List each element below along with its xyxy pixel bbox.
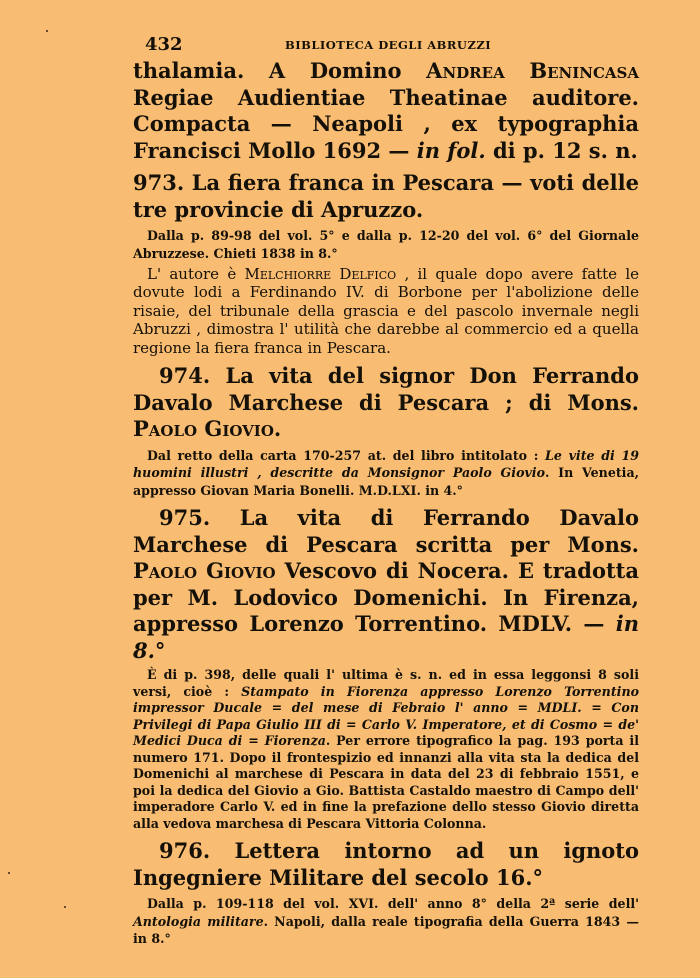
continuation-text: Regiae Audientiae Theatinae auditore. Compacta — Neapoli , ex typographia Francisci Mollo 1692 — bbox=[133, 84, 639, 163]
description-text: . Per errore tipografico la pag. 193 porta il numero 171. Dopo il frontespizio ed innanzi alla vita sta la dedica del Domenichi al marchese di Pescara in data del 23 di febbraio 1551, e poi la dedica del Giovio a Gio. Battista Castaldo maestro di Campo dell' imperadore Carlo V. ed in fine la prefazione dello stesso Giovio diretta alla vedova marchesa di Pescara Vittoria Colonna. bbox=[133, 733, 639, 831]
entry-973-note: Dalla p. 89-98 del vol. 5° e dalla p. 12-20 del vol. 6° del Giornale Abruzzese. Chieti 1838 in 8.° bbox=[133, 228, 639, 261]
title-text: Vescovo di Nocera. E tradotta per M. Lodovico Domenichi. In Firenza, appresso Lorenzo Torrentino. MDLV. — bbox=[133, 558, 639, 637]
continuation-text: di p. 12 s. n. bbox=[485, 137, 638, 163]
author-name: Paolo Giovio bbox=[133, 558, 276, 584]
continuation-text: thalamia. A Domino bbox=[133, 58, 427, 83]
entry-976-note bbox=[133, 895, 639, 948]
continuation-paragraph bbox=[133, 58, 639, 164]
book-title: Le vite di 19 huomini illustri , descritte da Monsignor Paolo Giovio bbox=[133, 447, 639, 481]
entry-973-description bbox=[133, 265, 639, 357]
title-text: . bbox=[273, 416, 282, 442]
entry-974-note bbox=[133, 447, 639, 500]
running-head bbox=[133, 34, 639, 58]
description-text: L' autore è bbox=[147, 265, 245, 283]
author-name: Paolo Giovio bbox=[133, 416, 274, 442]
page-speck bbox=[8, 872, 10, 874]
page-speck bbox=[64, 906, 66, 908]
page-speck bbox=[46, 30, 48, 32]
description-text: È di p. 398, delle quali l' ultima è s. n. ed in essa leggonsi 8 soli versi, cioè : bbox=[133, 667, 639, 699]
page-body bbox=[133, 34, 639, 948]
entry-974-title bbox=[133, 363, 639, 443]
entry-976-title: 976. Lettera intorno ad un ignoto Ingegniere Militare del secolo 16.° bbox=[133, 838, 639, 890]
journal-title: Antologia militare bbox=[133, 913, 264, 929]
note-text: . In Venetia, appresso Giovan Maria Bonelli. M.D.LXI. in 4.° bbox=[133, 465, 639, 498]
page-number: 432 bbox=[145, 34, 183, 55]
entry-973-title: 973. La fiera franca in Pescara — voti delle tre provincie di Apruzzo. bbox=[133, 170, 639, 222]
title-text: 975. La vita di Ferrando Davalo Marchese di Pescara scritta per Mons. bbox=[133, 505, 639, 557]
title-text: 974. La vita del signor Don Ferrando Davalo Marchese di Pescara ; di Mons. bbox=[133, 363, 639, 415]
author-name: Andrea Benincasa bbox=[426, 58, 640, 83]
author-name: Melchiorre Delfico bbox=[244, 265, 397, 283]
entry-975-title bbox=[133, 505, 639, 664]
description-text: , il quale dopo avere fatte le dovute lodi a Ferdinando IV. di Borbone per l'abolizione delle risaie, del tribunale della grascia e del pascolo invernale negli Abruzzi , dimostra l' utilità che darebbe al commercio ed a quella regione la fiera franca in Pescara. bbox=[133, 265, 640, 357]
running-title: BIBLIOTECA DEGLI ABRUZZI bbox=[285, 38, 492, 52]
note-text: . Napoli, dalla reale tipografia della Guerra 1843 — in 8.° bbox=[133, 913, 639, 947]
note-text: Dal retto della carta 170-257 at. del libro intitolato : bbox=[147, 447, 546, 463]
format-label: in fol. bbox=[416, 137, 486, 163]
format-label: in 8.° bbox=[133, 611, 639, 663]
colophon-quote: Stampato in Fiorenza appresso Lorenzo Torrentino impressor Ducale = del mese di Febraio l' anno = MDLI. = Con Privilegi di Papa Giulio III di = Carlo V. Imperatore, et di Cosmo = de' Medici Duca di = Fiorenza bbox=[133, 683, 639, 749]
note-text: Dalla p. 109-118 del vol. XVI. dell' anno 8° della 2ª serie dell' bbox=[147, 896, 639, 912]
entry-975-description bbox=[133, 667, 639, 832]
